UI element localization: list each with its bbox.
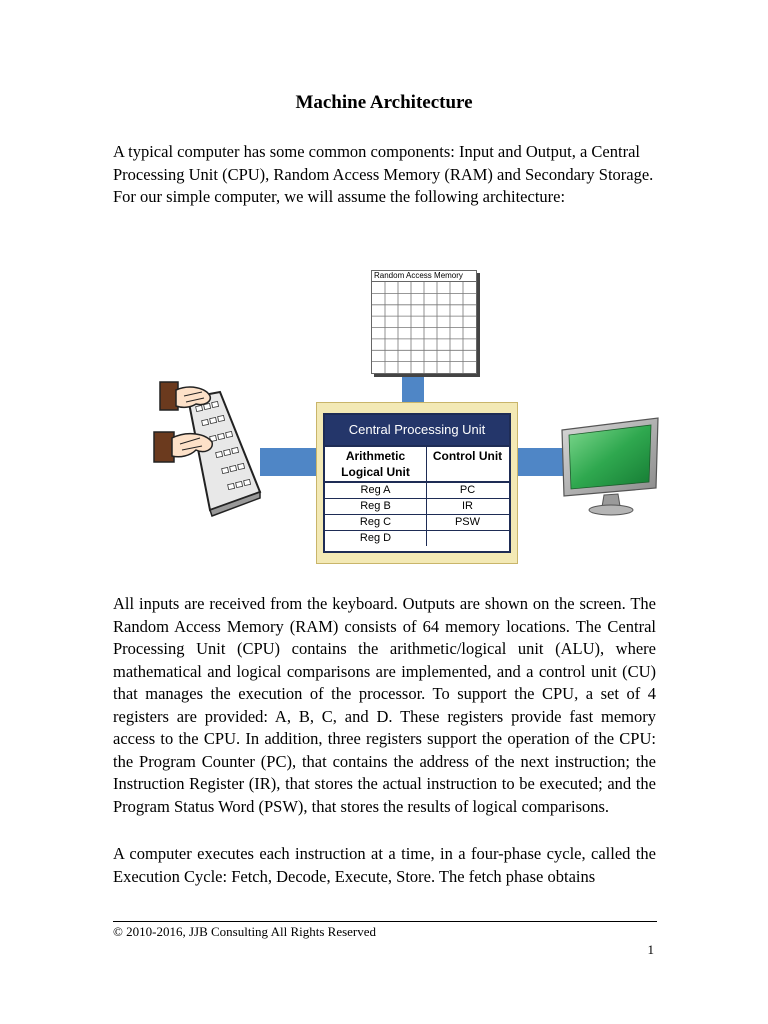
ram-table — [371, 270, 477, 374]
instruction-register: IR — [462, 500, 473, 512]
register-row — [325, 515, 509, 531]
program-counter: PC — [459, 484, 476, 496]
ram-cpu-connector — [402, 374, 424, 404]
register-row — [325, 483, 509, 499]
page-number: 1 — [647, 942, 654, 957]
empty-cell — [427, 531, 508, 546]
cpu-frame — [316, 402, 518, 564]
architecture-paragraph: All inputs are received from the keyboard. Outputs are shown on the screen. The Random Access Memory (RAM) consists of 64 memory locations. The Central Processing Unit (CPU) contains the arithmetic/logical unit (ALU), where mathematical and logical comparisons are implemented, and a control unit (CU) that manages the execution of the processor. To support the CPU, a set of 4 registers are provided: A, B, C, and D. These registers provide fast memory access to the CPU. In addition, three registers support the operation of the CPU: the Program Counter (PC), that contains the address of the next instruction; the Instruction Register (IR), that stores the actual instruction to be executed; and the Program Status Word (PSW), that stores the results of logical comparisons. — [113, 594, 656, 816]
input-cpu-connector — [260, 448, 318, 476]
keyboard-hands-icon — [150, 380, 265, 520]
register-row — [325, 499, 509, 515]
cpu-table — [323, 413, 511, 553]
program-status-word: PSW — [454, 516, 481, 528]
alu-header: Arithmetic Logical Unit — [325, 447, 427, 481]
register-c: Reg C — [325, 515, 427, 530]
control-unit-header: Control Unit — [432, 449, 503, 463]
intro-paragraph: A typical computer has some common components: Input and Output, a Central Processing Unit (CPU), Random Access Memory (RAM) and Secondary Storage. For our simple computer, we will assume the following architecture: — [113, 142, 654, 206]
register-d: Reg D — [325, 531, 427, 546]
footer-rule — [113, 921, 657, 922]
footer-copyright: © 2010-2016, JJB Consulting All Rights Reserved — [113, 924, 377, 939]
ram-grid — [372, 282, 476, 373]
cpu-title: Central Processing Unit — [325, 415, 509, 447]
architecture-diagram — [150, 268, 670, 568]
ram-label: Random Access Memory — [372, 271, 476, 282]
register-row — [325, 531, 509, 546]
page-title: Machine Architecture — [295, 92, 473, 113]
register-a: Reg A — [325, 483, 427, 498]
monitor-icon — [558, 416, 663, 518]
cpu-column-headers — [325, 447, 509, 483]
register-b: Reg B — [325, 499, 427, 514]
execution-cycle-paragraph: A computer executes each instruction at a time, in a four-phase cycle, called the Execution Cycle: Fetch, Decode, Execute, Store. The fetch phase obtains — [113, 844, 656, 886]
